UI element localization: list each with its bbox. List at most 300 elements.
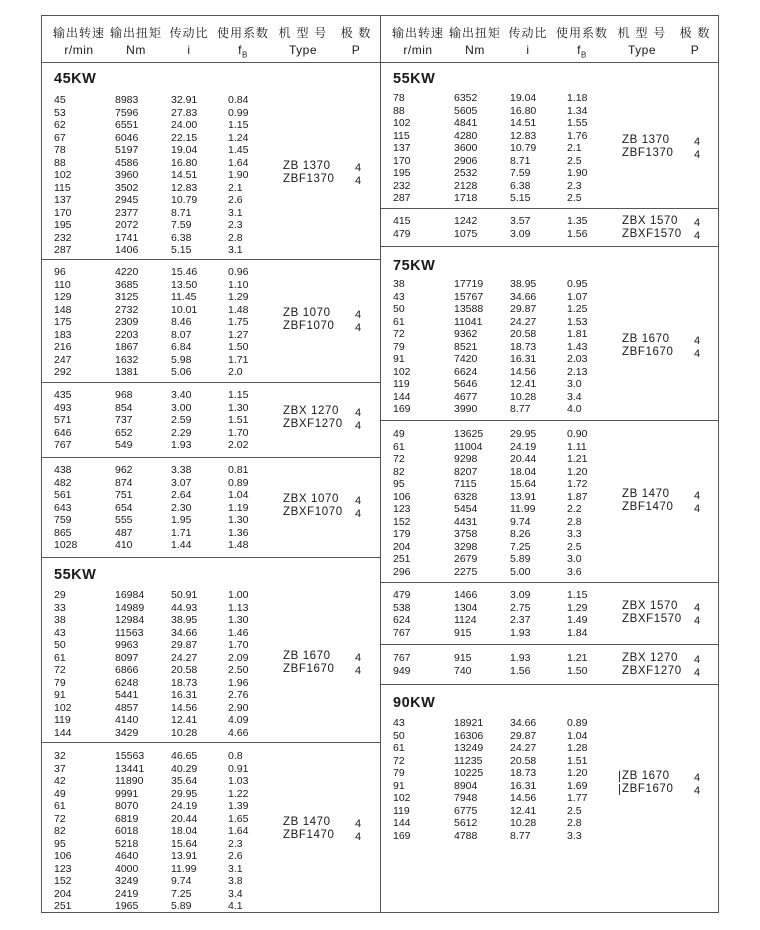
ratio-cell: 32.91 bbox=[171, 94, 198, 106]
torque-cell: 11004 bbox=[454, 440, 483, 453]
torque-cell: 6018 bbox=[115, 825, 139, 837]
poles-value: 4 bbox=[355, 407, 362, 419]
ratio-cell: 14.51 bbox=[510, 117, 537, 129]
factor-cell: 1.35 bbox=[567, 215, 588, 227]
factor-cell: 1.64 bbox=[228, 825, 249, 837]
header-ratio-unit: i bbox=[187, 43, 191, 57]
speed-cell: 144 bbox=[54, 726, 72, 739]
model-type-label: ZBF1470 bbox=[283, 829, 335, 841]
speed-cell: 88 bbox=[393, 104, 405, 117]
header-factor: 使用系数 bbox=[555, 26, 608, 40]
ratio-cell: 1.56 bbox=[510, 664, 531, 677]
ratio-cell: 9.74 bbox=[171, 875, 192, 887]
factor-cell: 1.53 bbox=[567, 315, 588, 328]
ratio-cell: 24.27 bbox=[171, 651, 198, 664]
ratio-cell: 24.19 bbox=[510, 440, 537, 453]
speed-cell: 102 bbox=[54, 169, 72, 181]
table-row bbox=[42, 291, 380, 304]
factor-cell: 3.3 bbox=[567, 829, 582, 842]
poles-value: 4 bbox=[355, 652, 362, 664]
factor-cell: 0.95 bbox=[567, 278, 588, 290]
header-ratio-unit: i bbox=[526, 43, 530, 57]
speed-cell: 62 bbox=[54, 119, 66, 131]
factor-cell: 1.20 bbox=[567, 767, 588, 779]
torque-cell: 5646 bbox=[454, 378, 478, 390]
model-type-label: ZBXF1570 bbox=[622, 228, 682, 240]
ratio-cell: 3.09 bbox=[510, 227, 531, 240]
ratio-cell: 14.56 bbox=[510, 792, 537, 804]
ratio-cell: 11.99 bbox=[510, 503, 536, 515]
ratio-cell: 13.91 bbox=[171, 850, 198, 862]
factor-cell: 2.76 bbox=[228, 689, 249, 701]
speed-cell: 479 bbox=[393, 589, 411, 601]
table-row bbox=[42, 875, 380, 888]
ratio-cell: 1.44 bbox=[171, 539, 192, 551]
torque-cell: 6328 bbox=[454, 490, 478, 503]
speed-cell: 43 bbox=[393, 290, 405, 303]
torque-cell: 6046 bbox=[115, 131, 139, 144]
torque-cell: 6624 bbox=[454, 365, 478, 378]
ratio-cell: 1.71 bbox=[171, 526, 192, 539]
ratio-cell: 2.37 bbox=[510, 614, 531, 626]
speed-cell: 38 bbox=[393, 278, 405, 290]
factor-cell: 1.64 bbox=[228, 156, 249, 169]
speed-cell: 61 bbox=[393, 742, 405, 754]
table-row bbox=[42, 527, 380, 540]
torque-cell: 1075 bbox=[454, 227, 478, 240]
torque-cell: 9991 bbox=[115, 787, 139, 800]
torque-cell: 3249 bbox=[115, 875, 139, 887]
poles-value: 4 bbox=[694, 230, 701, 242]
factor-cell: 1.22 bbox=[228, 787, 249, 800]
table-row bbox=[42, 614, 380, 627]
factor-cell: 1.20 bbox=[567, 465, 588, 478]
speed-cell: 43 bbox=[54, 626, 66, 639]
torque-cell: 4857 bbox=[115, 701, 139, 714]
table-row bbox=[381, 566, 719, 579]
ratio-cell: 16.80 bbox=[171, 156, 198, 169]
factor-cell: 1.55 bbox=[567, 117, 588, 129]
ratio-cell: 24.00 bbox=[171, 119, 198, 131]
speed-cell: 195 bbox=[393, 167, 411, 179]
model-type-label: ZBX 1270 bbox=[622, 652, 678, 664]
factor-cell: 2.3 bbox=[228, 219, 243, 231]
table-row bbox=[381, 627, 719, 640]
ratio-cell: 1.95 bbox=[171, 514, 192, 526]
torque-cell: 1381 bbox=[115, 366, 139, 378]
table-row bbox=[42, 244, 380, 257]
torque-cell: 8983 bbox=[115, 94, 139, 106]
factor-cell: 4.09 bbox=[228, 714, 249, 726]
table-row bbox=[381, 105, 719, 118]
table-row bbox=[381, 403, 719, 416]
speed-cell: 152 bbox=[393, 515, 411, 528]
ratio-cell: 22.15 bbox=[171, 131, 198, 144]
table-row bbox=[42, 727, 380, 740]
speed-cell: 137 bbox=[393, 142, 411, 154]
table-row bbox=[381, 428, 719, 441]
torque-cell: 8070 bbox=[115, 800, 139, 812]
block-right-3 bbox=[381, 421, 719, 583]
table-row bbox=[381, 730, 719, 743]
ratio-cell: 29.87 bbox=[510, 729, 537, 742]
table-row bbox=[42, 539, 380, 552]
speed-cell: 251 bbox=[54, 900, 72, 912]
torque-cell: 6551 bbox=[115, 119, 139, 131]
ratio-cell: 29.87 bbox=[510, 303, 537, 315]
poles-value: 4 bbox=[694, 149, 701, 161]
speed-cell: 438 bbox=[54, 464, 72, 476]
torque-cell: 2309 bbox=[115, 316, 139, 328]
speed-cell: 643 bbox=[54, 501, 72, 514]
speed-cell: 102 bbox=[393, 792, 411, 804]
ratio-cell: 8.71 bbox=[510, 154, 531, 167]
ratio-cell: 1.93 bbox=[510, 626, 531, 639]
block-right-1 bbox=[381, 209, 719, 247]
torque-cell: 915 bbox=[454, 626, 472, 639]
table-row bbox=[42, 850, 380, 863]
speed-cell: 61 bbox=[393, 315, 405, 328]
ratio-cell: 18.73 bbox=[171, 676, 198, 689]
torque-cell: 4841 bbox=[454, 117, 478, 129]
block-left-5 bbox=[42, 743, 380, 913]
factor-cell: 1.81 bbox=[567, 328, 588, 340]
factor-cell: 1.04 bbox=[567, 729, 588, 742]
poles-value: 4 bbox=[694, 490, 701, 502]
factor-cell: 1.84 bbox=[567, 626, 588, 639]
ratio-cell: 3.09 bbox=[510, 589, 531, 601]
poles-value: 4 bbox=[694, 615, 701, 627]
torque-cell: 4000 bbox=[115, 862, 139, 875]
speed-cell: 561 bbox=[54, 489, 72, 501]
speed-cell: 78 bbox=[54, 144, 66, 156]
speed-cell: 50 bbox=[393, 729, 405, 742]
ratio-cell: 18.04 bbox=[510, 465, 537, 478]
torque-cell: 4280 bbox=[454, 129, 478, 142]
factor-cell: 2.5 bbox=[567, 540, 582, 553]
table-row bbox=[381, 717, 719, 730]
poles-value: 4 bbox=[694, 335, 701, 347]
table-row bbox=[381, 92, 719, 105]
torque-cell: 3502 bbox=[115, 181, 139, 194]
table-row bbox=[42, 464, 380, 477]
torque-cell: 12984 bbox=[115, 614, 145, 626]
speed-cell: 42 bbox=[54, 775, 66, 787]
table-row bbox=[42, 219, 380, 232]
header-factor-unit: $f_B$ bbox=[577, 43, 587, 60]
header-ratio: 传动比 bbox=[508, 26, 548, 40]
poles-value: 4 bbox=[355, 162, 362, 174]
speed-cell: 767 bbox=[393, 626, 411, 639]
ratio-cell: 19.04 bbox=[510, 92, 537, 104]
speed-cell: 72 bbox=[393, 453, 405, 465]
model-type-label: ZBXF1270 bbox=[283, 418, 343, 430]
speed-cell: 79 bbox=[393, 340, 405, 353]
factor-cell: 1.29 bbox=[567, 601, 588, 614]
table-row bbox=[381, 516, 719, 529]
speed-cell: 144 bbox=[393, 390, 411, 403]
header-factor: 使用系数 bbox=[216, 26, 269, 40]
factor-cell: 1.21 bbox=[567, 453, 588, 465]
ratio-cell: 35.64 bbox=[171, 775, 198, 787]
speed-cell: 95 bbox=[393, 478, 405, 490]
torque-cell: 2275 bbox=[454, 565, 478, 578]
table-row bbox=[381, 291, 719, 304]
speed-cell: 216 bbox=[54, 341, 72, 353]
ratio-cell: 29.95 bbox=[510, 428, 537, 440]
table-row bbox=[42, 477, 380, 490]
speed-cell: 865 bbox=[54, 526, 72, 539]
torque-cell: 410 bbox=[115, 539, 133, 551]
ratio-cell: 10.28 bbox=[171, 726, 198, 739]
factor-cell: 1.49 bbox=[567, 614, 588, 626]
speed-cell: 49 bbox=[393, 428, 405, 440]
factor-cell: 2.6 bbox=[228, 194, 243, 206]
ratio-cell: 5.15 bbox=[510, 192, 531, 204]
ratio-cell: 46.65 bbox=[171, 750, 198, 762]
torque-cell: 555 bbox=[115, 514, 133, 526]
speed-cell: 1028 bbox=[54, 539, 78, 551]
header-torque-unit: Nm bbox=[465, 43, 485, 57]
ratio-cell: 10.79 bbox=[510, 142, 537, 154]
table-row bbox=[381, 441, 719, 454]
torque-cell: 5605 bbox=[454, 104, 478, 117]
factor-cell: 0.90 bbox=[567, 428, 588, 440]
torque-cell: 4140 bbox=[115, 714, 139, 726]
model-type-label: ZBF1370 bbox=[283, 173, 335, 185]
ratio-cell: 15.64 bbox=[510, 478, 537, 490]
factor-cell: 2.02 bbox=[228, 439, 249, 451]
block-right-4 bbox=[381, 583, 719, 645]
torque-cell: 968 bbox=[115, 389, 133, 401]
factor-cell: 2.2 bbox=[567, 503, 582, 515]
speed-cell: 32 bbox=[54, 750, 66, 762]
poles-value: 4 bbox=[694, 136, 701, 148]
factor-cell: 0.91 bbox=[228, 762, 249, 775]
speed-cell: 102 bbox=[393, 365, 411, 378]
speed-cell: 91 bbox=[393, 353, 405, 365]
ratio-cell: 1.93 bbox=[510, 652, 531, 664]
torque-cell: 4220 bbox=[115, 266, 139, 278]
table-row bbox=[381, 453, 719, 466]
ratio-cell: 34.66 bbox=[510, 717, 537, 729]
header-model: 机 型 号 bbox=[278, 26, 328, 40]
speed-cell: 169 bbox=[393, 403, 411, 415]
ratio-cell: 5.89 bbox=[171, 900, 192, 912]
ratio-cell: 11.45 bbox=[171, 291, 197, 303]
table-row bbox=[42, 266, 380, 279]
torque-cell: 2906 bbox=[454, 154, 478, 167]
factor-cell: 3.1 bbox=[228, 244, 243, 256]
ratio-cell: 10.79 bbox=[171, 194, 198, 206]
ratio-cell: 38.95 bbox=[510, 278, 537, 290]
speed-cell: 148 bbox=[54, 303, 72, 316]
table-row bbox=[381, 278, 719, 291]
ratio-cell: 40.29 bbox=[171, 762, 198, 775]
ratio-cell: 15.46 bbox=[171, 266, 198, 278]
speed-cell: 115 bbox=[54, 181, 71, 194]
ratio-cell: 7.59 bbox=[171, 219, 192, 231]
table-header bbox=[42, 16, 380, 63]
table-row bbox=[381, 303, 719, 316]
factor-cell: 1.36 bbox=[228, 526, 249, 539]
factor-cell: 1.29 bbox=[228, 291, 249, 303]
speed-cell: 232 bbox=[54, 231, 72, 244]
speed-cell: 152 bbox=[54, 875, 72, 887]
model-type-label: ZBF1370 bbox=[622, 147, 674, 159]
torque-cell: 5218 bbox=[115, 837, 139, 850]
factor-cell: 1.24 bbox=[228, 131, 249, 144]
speed-cell: 232 bbox=[393, 179, 411, 192]
ratio-cell: 8.26 bbox=[510, 528, 531, 540]
factor-cell: 3.3 bbox=[567, 528, 582, 540]
factor-cell: 2.90 bbox=[228, 701, 249, 714]
ratio-cell: 8.77 bbox=[510, 403, 531, 415]
speed-cell: 115 bbox=[393, 129, 410, 142]
torque-cell: 13249 bbox=[454, 742, 484, 754]
table-row bbox=[381, 830, 719, 843]
block-left-0 bbox=[42, 63, 380, 260]
speed-cell: 169 bbox=[393, 829, 411, 842]
poles-value: 4 bbox=[694, 785, 701, 797]
factor-cell: 1.50 bbox=[567, 664, 588, 677]
speed-cell: 72 bbox=[54, 664, 66, 676]
factor-cell: 1.13 bbox=[228, 601, 249, 614]
torque-cell: 2945 bbox=[115, 194, 139, 206]
factor-cell: 3.1 bbox=[228, 862, 243, 875]
factor-cell: 1.48 bbox=[228, 539, 249, 551]
table-row bbox=[42, 689, 380, 702]
factor-cell: 4.0 bbox=[567, 403, 582, 415]
table-row bbox=[42, 341, 380, 354]
table-row bbox=[381, 466, 719, 479]
torque-cell: 7948 bbox=[454, 792, 478, 804]
factor-cell: 0.8 bbox=[228, 750, 243, 762]
separator-tick bbox=[619, 771, 620, 782]
table-row bbox=[42, 439, 380, 452]
factor-cell: 0.89 bbox=[228, 476, 249, 489]
speed-cell: 29 bbox=[54, 589, 66, 601]
speed-cell: 50 bbox=[54, 639, 66, 651]
speed-cell: 624 bbox=[393, 614, 411, 626]
table-row bbox=[42, 702, 380, 715]
torque-cell: 6248 bbox=[115, 676, 139, 689]
torque-cell: 3990 bbox=[454, 403, 478, 415]
speed-cell: 61 bbox=[54, 651, 66, 664]
torque-cell: 11890 bbox=[115, 775, 144, 787]
table-row bbox=[42, 279, 380, 292]
ratio-cell: 8.46 bbox=[171, 316, 192, 328]
model-type-label: ZB 1670 bbox=[622, 333, 670, 345]
header-torque: 输出扭矩 bbox=[109, 26, 162, 40]
factor-cell: 1.39 bbox=[228, 800, 249, 812]
torque-cell: 16306 bbox=[454, 729, 484, 742]
torque-cell: 2419 bbox=[115, 887, 139, 900]
ratio-cell: 3.07 bbox=[171, 476, 192, 489]
torque-cell: 7420 bbox=[454, 353, 478, 365]
torque-cell: 487 bbox=[115, 526, 133, 539]
ratio-cell: 18.73 bbox=[510, 340, 537, 353]
torque-cell: 15767 bbox=[454, 290, 484, 303]
speed-cell: 247 bbox=[54, 353, 72, 366]
ratio-cell: 29.87 bbox=[171, 639, 198, 651]
table-row bbox=[42, 144, 380, 157]
speed-cell: 49 bbox=[54, 787, 66, 800]
ratio-cell: 14.51 bbox=[171, 169, 198, 181]
speed-cell: 37 bbox=[54, 762, 66, 775]
factor-cell: 3.0 bbox=[567, 553, 582, 565]
model-type-label: ZBX 1570 bbox=[622, 600, 678, 612]
factor-cell: 1.87 bbox=[567, 490, 588, 503]
ratio-cell: 12.41 bbox=[510, 378, 537, 390]
ratio-cell: 16.31 bbox=[171, 689, 198, 701]
factor-cell: 1.76 bbox=[567, 129, 588, 142]
poles-value: 4 bbox=[694, 667, 701, 679]
ratio-cell: 2.75 bbox=[510, 601, 531, 614]
ratio-cell: 14.56 bbox=[510, 365, 537, 378]
speed-cell: 646 bbox=[54, 426, 72, 439]
ratio-cell: 11.99 bbox=[171, 862, 197, 875]
ratio-cell: 20.44 bbox=[510, 453, 537, 465]
ratio-cell: 2.64 bbox=[171, 489, 192, 501]
table-row bbox=[381, 541, 719, 554]
factor-cell: 2.1 bbox=[228, 181, 243, 194]
model-type-label: ZB 1470 bbox=[283, 816, 331, 828]
factor-cell: 2.5 bbox=[567, 154, 582, 167]
torque-cell: 654 bbox=[115, 501, 133, 514]
speed-cell: 204 bbox=[54, 887, 72, 900]
factor-cell: 1.75 bbox=[228, 316, 249, 328]
ratio-cell: 20.44 bbox=[171, 812, 198, 825]
speed-cell: 175 bbox=[54, 316, 72, 328]
ratio-cell: 7.59 bbox=[510, 167, 531, 179]
factor-cell: 2.03 bbox=[567, 353, 588, 365]
speed-cell: 91 bbox=[393, 779, 405, 792]
header-ratio: 传动比 bbox=[169, 26, 209, 40]
speed-cell: 88 bbox=[54, 156, 66, 169]
ratio-cell: 16.80 bbox=[510, 104, 537, 117]
speed-cell: 67 bbox=[54, 131, 66, 144]
ratio-cell: 20.58 bbox=[171, 664, 198, 676]
speed-cell: 287 bbox=[54, 244, 72, 256]
ratio-cell: 6.38 bbox=[171, 231, 192, 244]
ratio-cell: 24.27 bbox=[510, 315, 537, 328]
torque-cell: 2732 bbox=[115, 303, 139, 316]
factor-cell: 1.48 bbox=[228, 303, 249, 316]
torque-cell: 5612 bbox=[454, 817, 478, 829]
ratio-cell: 7.25 bbox=[510, 540, 531, 553]
factor-cell: 1.51 bbox=[567, 754, 588, 767]
ratio-cell: 5.06 bbox=[171, 366, 192, 378]
speed-cell: 183 bbox=[54, 328, 72, 341]
speed-cell: 137 bbox=[54, 194, 72, 206]
speed-cell: 195 bbox=[54, 219, 72, 231]
ratio-cell: 24.19 bbox=[171, 800, 198, 812]
speed-cell: 119 bbox=[393, 378, 410, 390]
model-type-label: ZBF1070 bbox=[283, 320, 335, 332]
model-type-label: ZB 1470 bbox=[622, 488, 670, 500]
speed-cell: 129 bbox=[54, 291, 72, 303]
ratio-cell: 12.41 bbox=[171, 714, 198, 726]
torque-cell: 16984 bbox=[115, 589, 145, 601]
poles-value: 4 bbox=[694, 348, 701, 360]
speed-cell: 43 bbox=[393, 717, 405, 729]
factor-cell: 1.18 bbox=[567, 92, 588, 104]
torque-cell: 3685 bbox=[115, 278, 139, 291]
ratio-cell: 3.40 bbox=[171, 389, 192, 401]
torque-cell: 751 bbox=[115, 489, 133, 501]
model-type-label: ZBF1670 bbox=[622, 783, 674, 795]
